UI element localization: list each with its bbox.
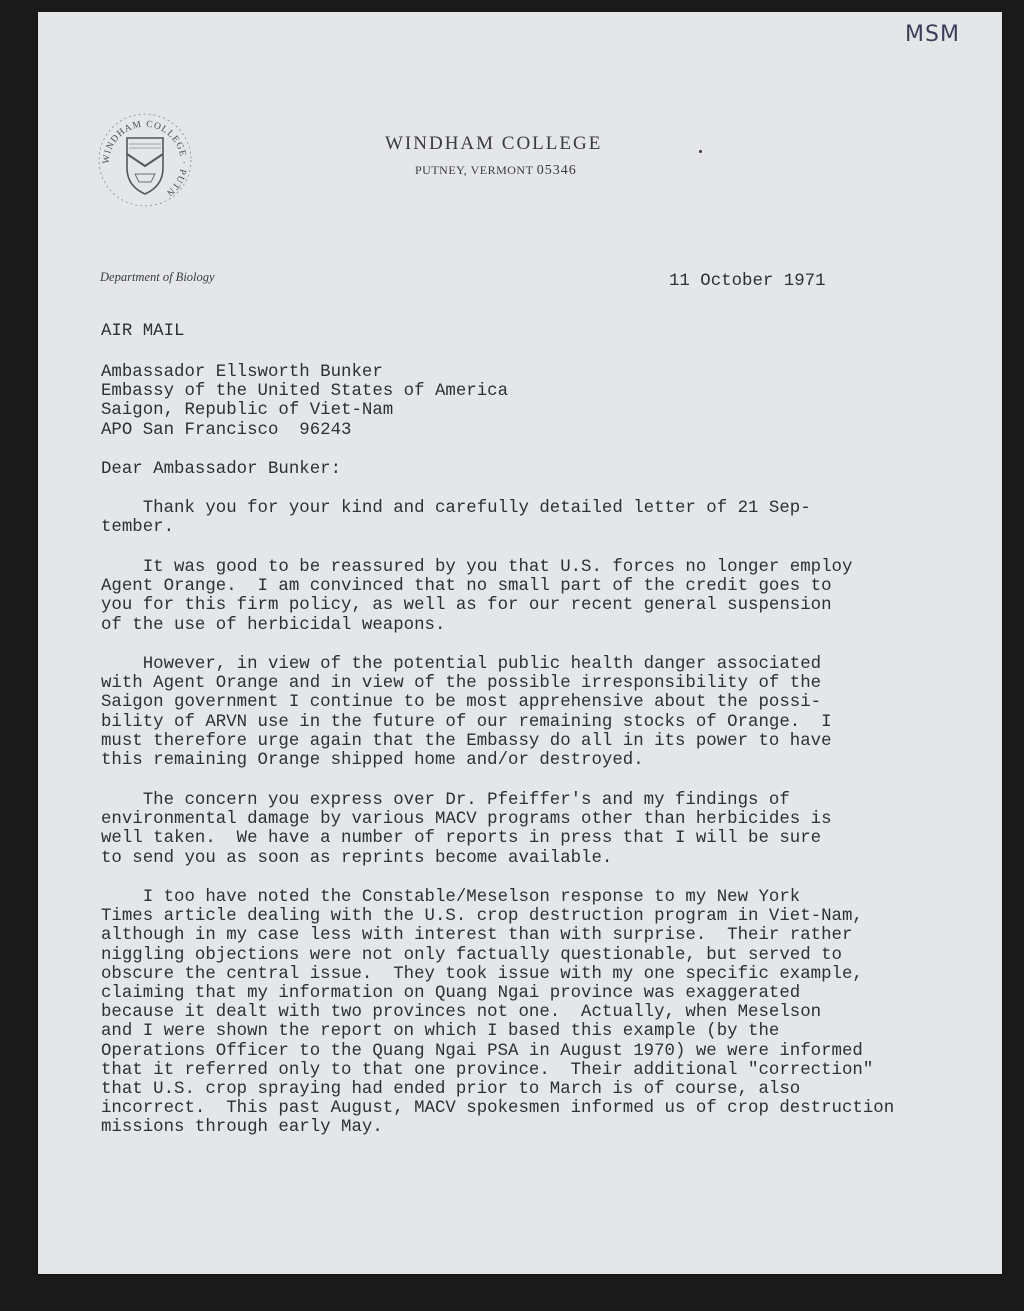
paragraph-1 xyxy=(101,499,811,537)
text-line: claiming that my information on Quang Ngai province was exaggerated xyxy=(101,984,801,1004)
text-line: that U.S. crop spraying had ended prior to March is of course, also xyxy=(101,1080,801,1100)
salutation: Dear Ambassador Bunker: xyxy=(101,460,342,479)
text-line: and I were shown the report on which I based this example (by the xyxy=(101,1022,780,1042)
paragraph-2 xyxy=(101,558,852,635)
text-line: Agent Orange. I am convinced that no small part of the credit goes to xyxy=(101,577,832,597)
text-line: The concern you express over Dr. Pfeiffer's and my findings of xyxy=(101,791,790,810)
text-line: well taken. We have a number of reports in press that I will be sure xyxy=(101,829,822,849)
recipient-address xyxy=(101,363,508,440)
text-line: Saigon government I continue to be most apprehensive about the possi- xyxy=(101,693,822,713)
address-line: Ambassador Ellsworth Bunker xyxy=(101,363,383,382)
letterhead-address xyxy=(415,163,577,179)
text-line: Times article dealing with the U.S. crop destruction program in Viet-Nam, xyxy=(101,907,863,927)
text-line: tember. xyxy=(101,518,175,538)
text-line: bility of ARVN use in the future of our remaining stocks of Orange. I xyxy=(101,712,832,732)
address-line: Embassy of the United States of America xyxy=(101,382,509,402)
text-line: must therefore urge again that the Embassy do all in its power to have xyxy=(101,731,832,751)
text-line: with Agent Orange and in view of the possible irresponsibility of the xyxy=(101,674,822,694)
text-line: niggling objections were not only factually questionable, but served to xyxy=(101,945,842,965)
text-line: this remaining Orange shipped home and/or destroyed. xyxy=(101,751,644,771)
college-seal-icon xyxy=(93,108,197,212)
text-line: missions through early May. xyxy=(101,1118,383,1138)
text-line: because it dealt with two provinces not one. Actually, when Meselson xyxy=(101,1003,822,1023)
stray-dot xyxy=(699,150,702,153)
svg-text:WINDHAM COLLEGE · PUTNEY, VERM xyxy=(93,108,188,198)
delivery-method: AIR MAIL xyxy=(101,322,185,341)
text-line: obscure the central issue. They took issue with my one specific example, xyxy=(101,964,863,984)
text-line: that it referred only to that one province. Their additional "correction" xyxy=(101,1060,874,1080)
address-line: Saigon, Republic of Viet-Nam xyxy=(101,401,394,421)
paragraph-5 xyxy=(101,888,894,1138)
address-line: APO San Francisco 96243 xyxy=(101,420,352,440)
paragraph-4 xyxy=(101,791,832,868)
department-name: Department of Biology xyxy=(100,270,215,284)
text-line: of the use of herbicidal weapons. xyxy=(101,615,446,635)
text-line: you for this firm policy, as well as for our recent general suspension xyxy=(101,596,832,616)
letterhead-college-name: WINDHAM COLLEGE xyxy=(385,133,603,154)
text-line: However, in view of the potential public health danger associated xyxy=(101,655,822,674)
text-line: It was good to be reassured by you that U.S. forces no longer employ xyxy=(101,558,853,577)
paragraph-3 xyxy=(101,655,832,770)
letterhead-zip: 05346 xyxy=(536,163,577,178)
text-line: incorrect. This past August, MACV spokesmen informed us of crop destruction xyxy=(101,1099,895,1119)
text-line: I too have noted the Constable/Meselson response to my New York xyxy=(101,888,801,907)
text-line: to send you as soon as reprints become available. xyxy=(101,848,613,868)
college-seal xyxy=(93,108,197,212)
letterhead-address-text: PUTNEY, VERMONT xyxy=(415,163,534,177)
text-line: environmental damage by various MACV programs other than herbicides is xyxy=(101,810,832,830)
letter-date: 11 October 1971 xyxy=(669,272,826,291)
seal-lettering: WINDHAM COLLEGE · PUTN xyxy=(101,119,188,198)
text-line: Operations Officer to the Quang Ngai PSA in August 1970) we were informed xyxy=(101,1041,863,1061)
text-line: Thank you for your kind and carefully detailed letter of 21 Sep- xyxy=(101,499,811,518)
text-line: although in my case less with interest than with surprise. Their rather xyxy=(101,926,853,946)
handwritten-initials: MSM xyxy=(905,22,960,47)
